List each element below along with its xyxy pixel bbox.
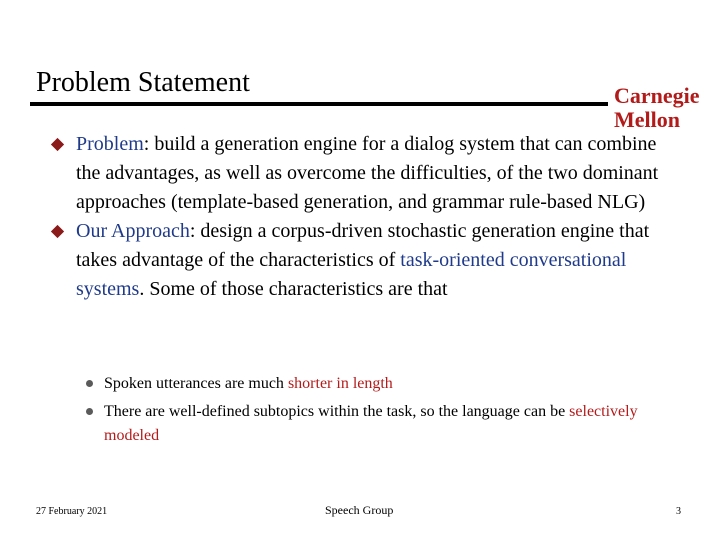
sub-bullet-item — [86, 372, 646, 396]
sub-bullet-text: There are well-defined subtopics within the task, so the language can be — [104, 403, 570, 420]
bullet-approach-text-a: : design a corpus-driven stochastic generation engine that takes advantage of the characteristics of — [76, 220, 650, 271]
diamond-bullet-icon — [51, 138, 64, 151]
sub-bullet-item — [86, 400, 646, 448]
dot-bullet-icon — [86, 380, 93, 387]
page-number: 3 — [676, 506, 681, 517]
dot-bullet-icon — [86, 408, 93, 415]
bullet-problem-text: : build a generation engine for a dialog system that can combine the advantages, as well as overcome the difficulties, of the two dominant approaches (template-based generation, and grammar rule-based NLG) — [76, 133, 659, 213]
bullet-approach — [52, 217, 672, 304]
university-logo — [614, 84, 700, 132]
sub-bullet-text: Spoken utterances are much — [104, 375, 288, 392]
title-divider — [30, 102, 608, 106]
main-bullets — [52, 130, 672, 304]
bullet-approach-label: Our Approach — [76, 220, 190, 242]
diamond-bullet-icon — [51, 225, 64, 238]
sub-bullet-highlight: shorter in length — [287, 375, 393, 392]
bullet-approach-text-b: . Some of those characteristics are that — [139, 278, 448, 300]
slide-title: Problem Statement — [36, 67, 250, 98]
footer-group: Speech Group — [325, 503, 394, 517]
bullet-problem-label: Problem — [76, 133, 144, 155]
sub-bullets — [86, 372, 646, 452]
footer-date: 27 February 2021 — [36, 506, 108, 517]
bullet-problem — [52, 130, 672, 217]
logo-line1: Carnegie — [614, 83, 700, 108]
sub-bullet-highlight: selectively modeled — [104, 403, 638, 444]
bullet-approach-highlight: task-oriented conversational systems — [76, 249, 627, 300]
logo-line2: Mellon — [614, 107, 680, 132]
